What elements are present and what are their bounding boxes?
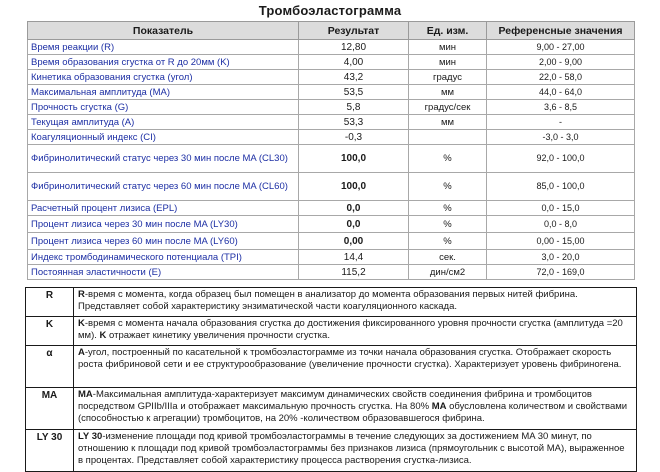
definition-text — [74, 317, 637, 346]
unit-cell: сек. — [409, 250, 487, 265]
indicator-cell: Текущая амплитуда (A) — [28, 115, 299, 130]
table-row — [28, 201, 635, 216]
indicator-cell: Расчетный процент лизиса (EPL) — [28, 201, 299, 216]
result-cell: 0,00 — [299, 233, 409, 250]
unit-cell: % — [409, 216, 487, 233]
header-indicator: Показатель — [28, 22, 299, 40]
header-row — [28, 22, 635, 40]
indicator-cell: Максимальная амплитуда (MA) — [28, 85, 299, 100]
reference-cell: 0,0 - 15,0 — [487, 201, 635, 216]
reference-cell: -3,0 - 3,0 — [487, 130, 635, 145]
reference-cell: 22,0 - 58,0 — [487, 70, 635, 85]
definition-body: -угол, построенный по касательной к тромбоэластограмме из точки начала образования сгустка. Отображает скорость роста фибриновой сети и ее структурообразование (увеличение прочности сгустка). Характеризует уровень фибриногена. — [78, 347, 622, 370]
page-title: Тромбоэластограмма — [258, 3, 402, 18]
unit-cell: % — [409, 173, 487, 201]
result-cell: 100,0 — [299, 173, 409, 201]
result-cell: -0,3 — [299, 130, 409, 145]
result-cell: 0,0 — [299, 216, 409, 233]
definition-term: A — [78, 347, 85, 358]
table-row — [28, 130, 635, 145]
definition-row — [26, 317, 637, 346]
result-cell: 5,8 — [299, 100, 409, 115]
header-unit: Ед. изм. — [409, 22, 487, 40]
result-cell: 43,2 — [299, 70, 409, 85]
unit-cell: мм — [409, 115, 487, 130]
reference-cell: 3,6 - 8,5 — [487, 100, 635, 115]
indicator-cell: Фибринолитический статус через 30 мин после MA (CL30) — [28, 145, 299, 173]
table-row — [28, 265, 635, 280]
definition-key: R — [26, 288, 74, 317]
unit-cell: % — [409, 233, 487, 250]
reference-cell: 3,0 - 20,0 — [487, 250, 635, 265]
definition-term: MA — [431, 401, 447, 412]
reference-cell: 0,0 - 8,0 — [487, 216, 635, 233]
table-row — [28, 55, 635, 70]
result-cell: 14,4 — [299, 250, 409, 265]
definition-text — [74, 430, 637, 472]
result-cell: 100,0 — [299, 145, 409, 173]
reference-cell: 9,00 - 27,00 — [487, 40, 635, 55]
definitions-table — [25, 287, 637, 472]
table-row — [28, 233, 635, 250]
table-row — [28, 173, 635, 201]
result-cell: 12,80 — [299, 40, 409, 55]
results-table — [27, 21, 635, 280]
definition-body: отражает кинетику увеличения прочности сгустка. — [106, 330, 330, 341]
reference-cell: 2,00 - 9,00 — [487, 55, 635, 70]
definition-term: R — [78, 289, 85, 300]
definition-text — [74, 288, 637, 317]
indicator-cell: Индекс тромбодинамического потенциала (TPI) — [28, 250, 299, 265]
table-row — [28, 70, 635, 85]
result-cell: 0,0 — [299, 201, 409, 216]
table-row — [28, 250, 635, 265]
table-row — [28, 100, 635, 115]
result-cell: 53,3 — [299, 115, 409, 130]
unit-cell: дин/см2 — [409, 265, 487, 280]
table-row — [28, 40, 635, 55]
unit-cell: мин — [409, 40, 487, 55]
reference-cell: 0,00 - 15,00 — [487, 233, 635, 250]
definition-body: -время с момента, когда образец был помещен в анализатор до момента образования первых нитей фибрина. Представляет собой характеристику энзиматической части коагуляционного каскада. — [78, 289, 578, 312]
reference-cell: - — [487, 115, 635, 130]
reference-cell: 72,0 - 169,0 — [487, 265, 635, 280]
reference-cell: 92,0 - 100,0 — [487, 145, 635, 173]
unit-cell: мм — [409, 85, 487, 100]
definition-term: K — [99, 330, 107, 341]
table-row — [28, 145, 635, 173]
indicator-cell: Постоянная эластичности (E) — [28, 265, 299, 280]
definition-text — [74, 388, 637, 430]
unit-cell: мин — [409, 55, 487, 70]
unit-cell: градус — [409, 70, 487, 85]
definition-term: MA — [78, 389, 93, 400]
table-row — [28, 85, 635, 100]
indicator-cell: Время образования сгустка от R до 20мм (K) — [28, 55, 299, 70]
definition-key: LY 30 — [26, 430, 74, 472]
definition-body: -изменение площади под кривой тромбоэластограммы в течение следующих за достижением MA 30 минут, по отношению к площади под кривой тромбоэластограммы без признаков лизиса (прямоугольник с высотой MA), выраженное в процентах. Представляет собой характеристику процесса растворения сгустка-лизиса. — [78, 431, 625, 466]
unit-cell — [409, 130, 487, 145]
result-cell: 4,00 — [299, 55, 409, 70]
header-result: Результат — [299, 22, 409, 40]
indicator-cell: Кинетика образования сгустка (угол) — [28, 70, 299, 85]
definition-row — [26, 288, 637, 317]
definition-body: -Максимальная амплитуда-характеризует максимум динамических свойств соединения фибрина и тромбоцитов посредством GPIIb/IIIa и отображает максимальную прочность сгустка. На 80% — [78, 389, 592, 412]
definition-row — [26, 346, 637, 388]
result-cell: 53,5 — [299, 85, 409, 100]
definition-key: α — [26, 346, 74, 388]
definition-text — [74, 346, 637, 388]
indicator-cell: Процент лизиса через 30 мин после MA (LY30) — [28, 216, 299, 233]
table-row — [28, 115, 635, 130]
definition-key: K — [26, 317, 74, 346]
definition-key: MA — [26, 388, 74, 430]
indicator-cell: Прочность сгустка (G) — [28, 100, 299, 115]
unit-cell: градус/сек — [409, 100, 487, 115]
definition-body: -время с момента начала образования сгустка до достижения фиксированного уровня прочности сгустка (амплитуда =20 мм). — [78, 318, 623, 341]
indicator-cell: Время реакции (R) — [28, 40, 299, 55]
indicator-cell: Процент лизиса через 60 мин после MA (LY60) — [28, 233, 299, 250]
definition-term: LY 30 — [78, 431, 103, 442]
table-row — [28, 216, 635, 233]
reference-cell: 85,0 - 100,0 — [487, 173, 635, 201]
definition-row — [26, 430, 637, 472]
unit-cell: % — [409, 145, 487, 173]
definition-body: обусловлена количеством и свойствами (способностью к агрегации) тромбоцитов, на 20% -количеством образовавшегося фибрина. — [78, 401, 628, 424]
result-cell: 115,2 — [299, 265, 409, 280]
indicator-cell: Фибринолитический статус через 60 мин после MA (CL60) — [28, 173, 299, 201]
definition-row — [26, 388, 637, 430]
header-reference: Референсные значения — [487, 22, 635, 40]
unit-cell: % — [409, 201, 487, 216]
reference-cell: 44,0 - 64,0 — [487, 85, 635, 100]
definition-term: K — [78, 318, 85, 329]
indicator-cell: Коагуляционный индекс (CI) — [28, 130, 299, 145]
